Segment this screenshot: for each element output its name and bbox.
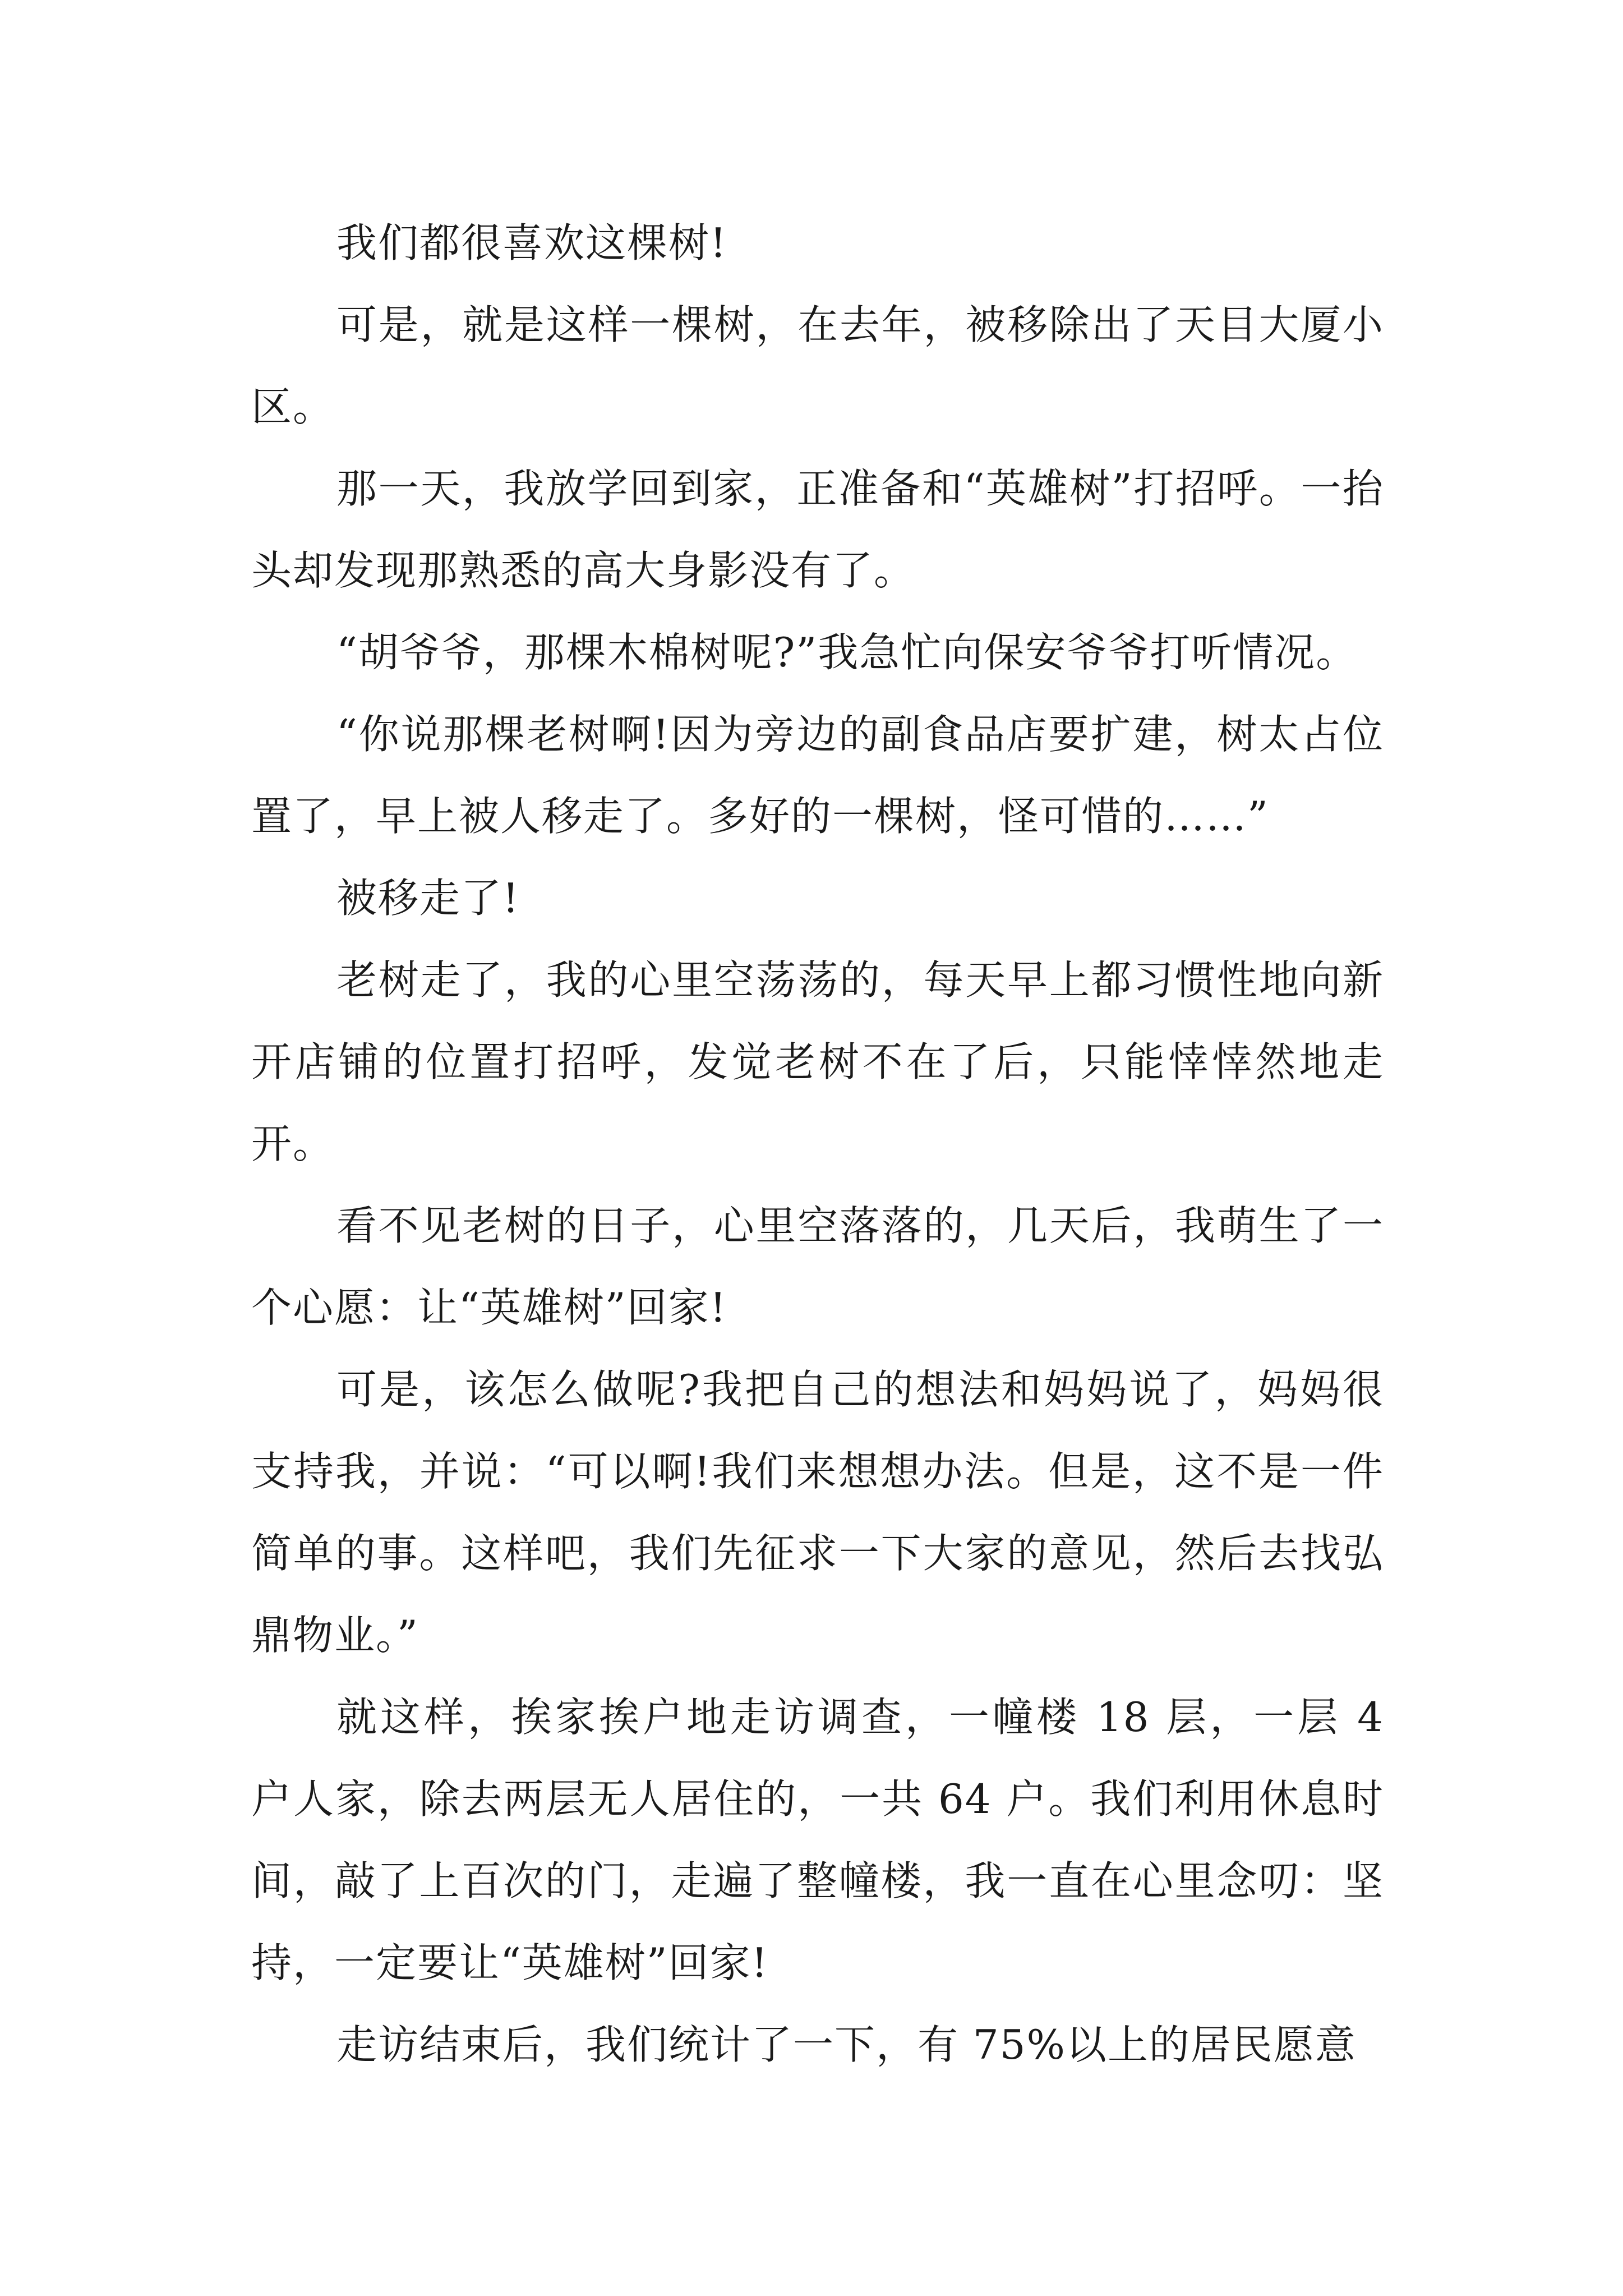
paragraph-6: 被移走了!	[336, 875, 520, 922]
paragraph-1: 我们都很喜欢这棵树!	[336, 219, 727, 266]
paragraph-5: “你说那棵老树啊!因为旁边的副食品店要扩建，树太占位置了，早上被人移走了。多好的一棵树，怪可惜的……”	[251, 711, 1384, 840]
paragraph-3: 那一天，我放学回到家，正准备和“英雄树”打招呼。一抬头却发现那熟悉的高大身影没有了。	[251, 465, 1384, 594]
paragraph-9: 可是，该怎么做呢?我把自己的想法和妈妈说了，妈妈很支持我，并说：“可以啊!我们来想想办法。但是，这不是一件简单的事。这样吧，我们先征求一下大家的意见，然后去找弘鼎物业。”	[251, 1366, 1384, 1659]
body-text	[251, 202, 1384, 2086]
paragraph-4: “胡爷爷，那棵木棉树呢?”我急忙向保安爷爷打听情况。	[336, 629, 1358, 676]
paragraph-8: 看不见老树的日子，心里空落落的，几天后，我萌生了一个心愿：让“英雄树”回家!	[251, 1202, 1384, 1331]
paragraph-10: 就这样，挨家挨户地走访调查，一幢楼 18 层，一层 4 户人家，除去两层无人居住的，一共 64 户。我们利用休息时间，敲了上百次的门，走遍了整幢楼，我一直在心里念叨：坚持，一定要让“英雄树”回家!	[251, 1694, 1384, 1986]
paragraph-2: 可是，就是这样一棵树，在去年，被移除出了天目大厦小区。	[251, 301, 1384, 430]
paragraph-11: 走访结束后，我们统计了一下，有 75%以上的居民愿意	[336, 2021, 1357, 2068]
paragraph-7: 老树走了，我的心里空荡荡的，每天早上都习惯性地向新开店铺的位置打招呼，发觉老树不在了后，只能悻悻然地走开。	[251, 956, 1384, 1167]
